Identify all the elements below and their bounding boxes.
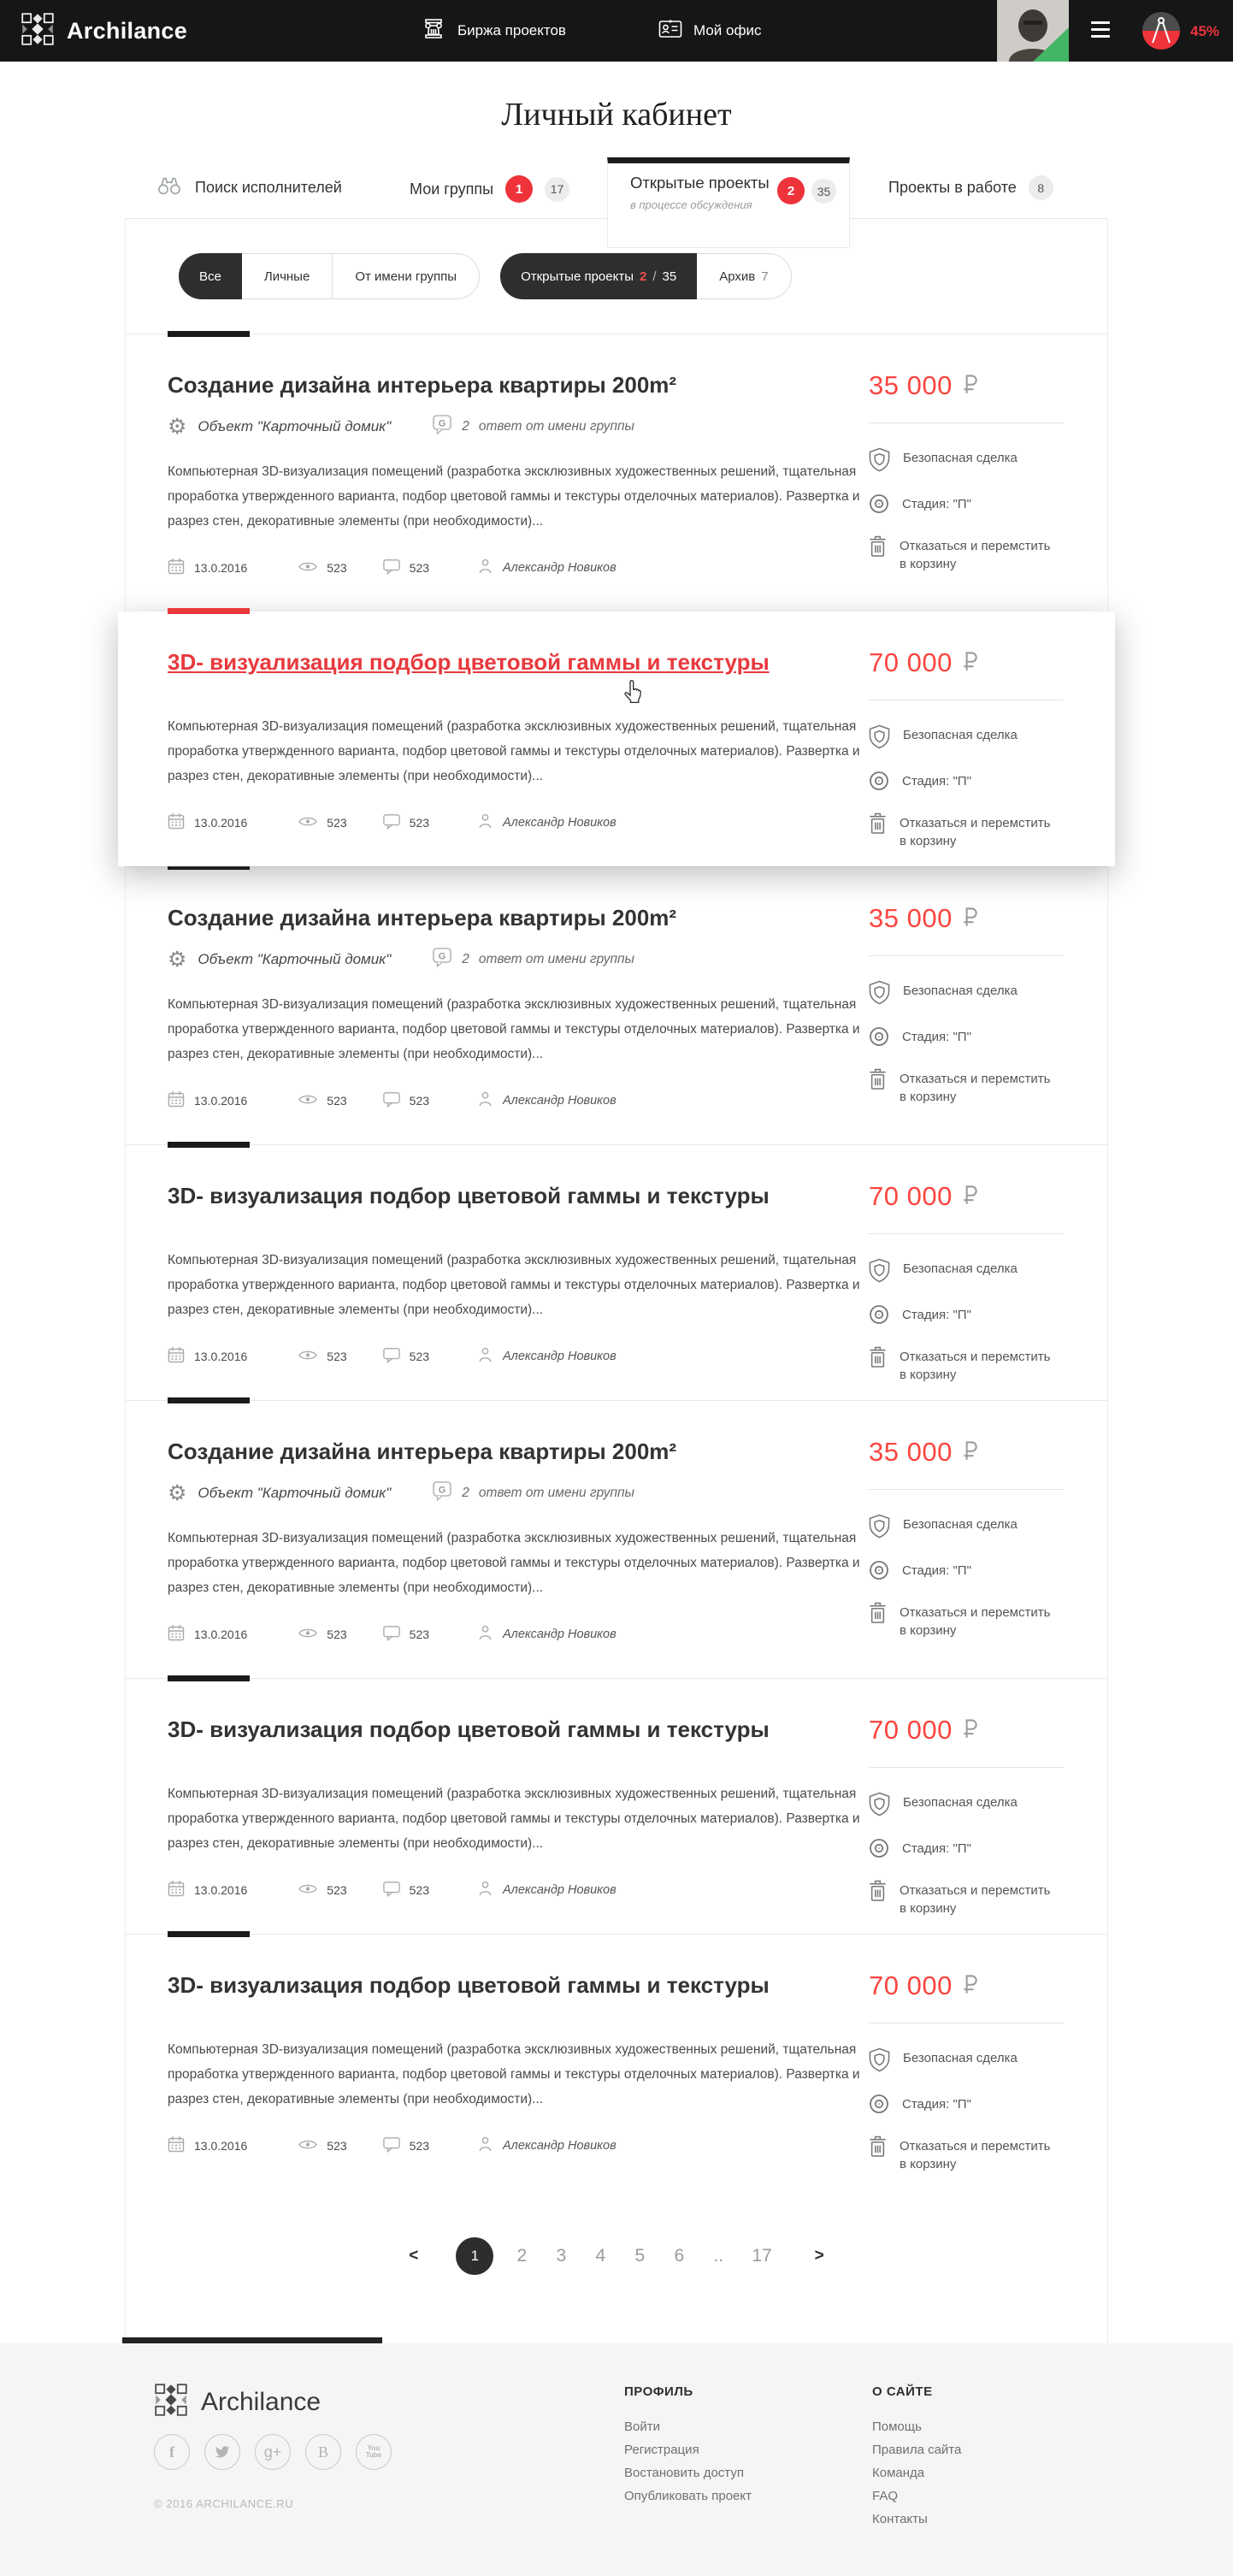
stage-option[interactable] bbox=[869, 2095, 1070, 2119]
trash-icon bbox=[869, 537, 887, 563]
views-count: 523 bbox=[327, 1349, 347, 1363]
project-author[interactable]: Александр Новиков bbox=[503, 1093, 616, 1108]
object-label: Объект "Карточный домик" bbox=[198, 1485, 392, 1501]
side-divider bbox=[869, 955, 1064, 956]
tab-label: Проекты в работе bbox=[888, 179, 1017, 196]
page-button-2[interactable]: 2 bbox=[516, 2246, 528, 2266]
card-top-dash bbox=[168, 608, 250, 614]
option-label: Отказаться и перемстить в корзину bbox=[900, 1883, 1051, 1916]
footer-link[interactable]: Опубликовать проект bbox=[624, 2489, 752, 2503]
side-divider bbox=[869, 1489, 1064, 1490]
group-replies-count: 2 bbox=[462, 952, 469, 966]
comments-count: 523 bbox=[409, 2138, 430, 2153]
project-title[interactable]: 3D- визуализация подбор цветовой гаммы и текстуры bbox=[168, 1972, 770, 1998]
project-card[interactable] bbox=[118, 612, 1115, 866]
card-top-dash bbox=[168, 1675, 250, 1681]
archilance-logo-icon bbox=[154, 2383, 188, 2421]
comments-icon bbox=[383, 1881, 400, 1900]
ownership-filter-group bbox=[179, 253, 480, 299]
object-label: Объект "Карточный домик" bbox=[198, 951, 392, 967]
ruble-icon bbox=[962, 651, 977, 676]
option-label: Стадия: "П" bbox=[902, 1030, 971, 1044]
project-author[interactable]: Александр Новиков bbox=[503, 1882, 616, 1897]
option-label: Отказаться и перемстить в корзину bbox=[900, 2139, 1051, 2171]
views-icon bbox=[298, 1627, 317, 1642]
price-amount: 35 000 bbox=[869, 1437, 953, 1467]
safe-deal-option[interactable] bbox=[869, 1515, 1070, 1544]
safe-deal-option[interactable] bbox=[869, 982, 1070, 1010]
stage-option[interactable] bbox=[869, 1306, 1070, 1330]
views-icon bbox=[298, 1882, 317, 1898]
option-label: Безопасная сделка bbox=[903, 451, 1018, 465]
vk-icon[interactable]: B bbox=[305, 2434, 341, 2470]
project-title[interactable]: 3D- визуализация подбор цветовой гаммы и текстуры bbox=[168, 1716, 770, 1742]
tab-projects-in-work[interactable] bbox=[888, 175, 1053, 200]
option-label: Безопасная сделка bbox=[903, 1517, 1018, 1532]
copyright: © 2016 ARCHILANCE.RU bbox=[154, 2497, 294, 2510]
option-label: Отказаться и перемстить в корзину bbox=[900, 1072, 1051, 1104]
card-side-panel bbox=[869, 903, 1070, 1124]
ruble-icon bbox=[962, 374, 977, 399]
project-author[interactable]: Александр Новиков bbox=[503, 1349, 616, 1363]
side-divider bbox=[869, 2023, 1064, 2024]
person-icon bbox=[477, 1090, 493, 1110]
filter-count: 7 bbox=[761, 269, 769, 284]
comments-icon bbox=[383, 1091, 400, 1110]
svg-text:G: G bbox=[438, 951, 446, 962]
stage-option[interactable] bbox=[869, 1562, 1070, 1586]
total-count-badge: 35 bbox=[811, 179, 836, 204]
views-count: 523 bbox=[327, 560, 347, 575]
option-label: Стадия: "П" bbox=[902, 497, 971, 511]
project-description: Компьютерная 3D-визуализация помещений (разработка эксклюзивных художественных решений, тщательная проработка утвержденного варианта, подбор цветовой гаммы и текстуры отделочных материалов). Развертка и разрез стен, декоративные элементы (при необходимости)... bbox=[168, 2042, 860, 2106]
nav-project-exchange[interactable] bbox=[421, 0, 566, 62]
project-date: 13.0.2016 bbox=[194, 1627, 248, 1641]
brand[interactable] bbox=[21, 0, 187, 62]
project-card-list bbox=[126, 334, 1107, 2189]
group-replies-label: ответ от имени группы bbox=[478, 952, 634, 966]
group-reply-icon bbox=[432, 414, 452, 440]
project-card[interactable] bbox=[126, 1144, 1107, 1400]
footer-column-profile bbox=[624, 2384, 752, 2512]
shield-icon bbox=[869, 1515, 890, 1544]
option-label: Безопасная сделка bbox=[903, 728, 1018, 742]
shield-icon bbox=[869, 449, 890, 477]
project-date: 13.0.2016 bbox=[194, 1882, 248, 1897]
stage-target-icon bbox=[869, 2095, 889, 2119]
footer-link[interactable]: Правила сайта bbox=[872, 2443, 962, 2457]
project-price bbox=[869, 370, 1070, 401]
side-divider bbox=[869, 1767, 1064, 1768]
option-label: Отказаться и перемстить в корзину bbox=[900, 1350, 1051, 1382]
stage-option[interactable] bbox=[869, 495, 1070, 519]
tab-label: Поиск исполнителей bbox=[195, 179, 342, 196]
new-count-badge: 1 bbox=[505, 175, 533, 203]
decline-option[interactable] bbox=[869, 814, 1070, 850]
safe-deal-option[interactable] bbox=[869, 449, 1070, 477]
ruble-icon bbox=[962, 1440, 977, 1465]
card-top-dash bbox=[168, 1142, 250, 1148]
page-button-1[interactable]: 1 bbox=[456, 2237, 493, 2275]
side-divider bbox=[869, 1233, 1064, 1234]
svg-text:G: G bbox=[438, 1485, 446, 1496]
project-card[interactable] bbox=[126, 866, 1107, 1144]
card-top-dash bbox=[168, 1397, 250, 1403]
trash-icon bbox=[869, 1070, 887, 1096]
filter-count-current: 2 bbox=[639, 269, 647, 284]
decline-option[interactable] bbox=[869, 1882, 1070, 1917]
group-replies-label: ответ от имени группы bbox=[478, 419, 634, 434]
tab-my-groups[interactable] bbox=[410, 175, 569, 203]
person-icon bbox=[477, 1624, 493, 1644]
views-count: 523 bbox=[327, 2138, 347, 2153]
group-replies-label: ответ от имени группы bbox=[478, 1486, 634, 1500]
card-top-dash bbox=[168, 1931, 250, 1937]
project-author[interactable]: Александр Новиков bbox=[503, 2138, 616, 2153]
calendar-icon bbox=[168, 1090, 185, 1110]
comments-count: 523 bbox=[409, 1627, 430, 1641]
views-count: 523 bbox=[327, 1627, 347, 1641]
project-title[interactable]: Создание дизайна интерьера квартиры 200m² bbox=[168, 372, 677, 398]
object-label: Объект "Карточный домик" bbox=[198, 418, 392, 434]
column-icon bbox=[421, 17, 446, 44]
project-description: Компьютерная 3D-визуализация помещений (разработка эксклюзивных художественных решений, тщательная проработка утвержденного варианта, подбор цветовой гаммы и текстуры отделочных материалов). Развертка и разрез стен, декоративные элементы (при необходимости)... bbox=[168, 464, 860, 529]
ruble-icon bbox=[962, 1974, 977, 1999]
comments-icon bbox=[383, 558, 400, 577]
project-description: Компьютерная 3D-визуализация помещений (разработка эксклюзивных художественных решений, тщательная проработка утвержденного варианта, подбор цветовой гаммы и текстуры отделочных материалов). Развертка и разрез стен, декоративные элементы (при необходимости)... bbox=[168, 997, 860, 1061]
project-date: 13.0.2016 bbox=[194, 2138, 248, 2153]
comments-count: 523 bbox=[409, 815, 430, 830]
comments-count: 523 bbox=[409, 1349, 430, 1363]
page-button-3[interactable]: 3 bbox=[556, 2246, 567, 2266]
views-count: 523 bbox=[327, 815, 347, 830]
price-amount: 35 000 bbox=[869, 370, 953, 400]
filter-label: Открытые проекты bbox=[521, 269, 634, 284]
project-title[interactable]: 3D- визуализация подбор цветовой гаммы и текстуры bbox=[168, 1183, 770, 1208]
group-reply-icon bbox=[432, 1480, 452, 1506]
calendar-icon bbox=[168, 1346, 185, 1366]
filter-label: Архив bbox=[719, 269, 756, 284]
project-date: 13.0.2016 bbox=[194, 1093, 248, 1108]
trash-icon bbox=[869, 1348, 887, 1374]
group-reply-icon bbox=[432, 947, 452, 972]
group-replies-count: 2 bbox=[462, 419, 469, 434]
card-side-panel bbox=[869, 370, 1070, 591]
project-price bbox=[869, 647, 1070, 678]
page-button-4[interactable]: 4 bbox=[595, 2246, 606, 2266]
tab-label: Мои группы bbox=[410, 180, 494, 198]
project-price bbox=[869, 1181, 1070, 1212]
calendar-icon bbox=[168, 558, 185, 577]
project-card[interactable] bbox=[126, 1400, 1107, 1678]
option-label: Стадия: "П" bbox=[902, 2097, 971, 2112]
twitter-icon[interactable] bbox=[204, 2434, 240, 2470]
project-card[interactable] bbox=[126, 334, 1107, 612]
project-title[interactable]: 3D- визуализация подбор цветовой гаммы и текстуры bbox=[168, 649, 770, 675]
top-header bbox=[0, 0, 1233, 62]
views-count: 523 bbox=[327, 1093, 347, 1108]
page-numbers bbox=[456, 2237, 776, 2275]
google-plus-icon[interactable]: g+ bbox=[255, 2434, 291, 2470]
project-description: Компьютерная 3D-визуализация помещений (разработка эксклюзивных художественных решений, тщательная проработка утвержденного варианта, подбор цветовой гаммы и текстуры отделочных материалов). Развертка и разрез стен, декоративные элементы (при необходимости)... bbox=[168, 719, 860, 783]
calendar-icon bbox=[168, 1624, 185, 1644]
card-side-panel bbox=[869, 1970, 1070, 2191]
comments-icon bbox=[383, 1347, 400, 1366]
project-price bbox=[869, 903, 1070, 934]
views-count: 523 bbox=[327, 1882, 347, 1897]
stage-option[interactable] bbox=[869, 1840, 1070, 1864]
project-price bbox=[869, 1970, 1070, 2001]
decline-option[interactable] bbox=[869, 537, 1070, 573]
menu-icon[interactable] bbox=[1091, 21, 1110, 42]
shield-icon bbox=[869, 726, 890, 754]
facebook-icon[interactable]: f bbox=[154, 2434, 190, 2470]
comments-count: 523 bbox=[409, 560, 430, 575]
project-card[interactable] bbox=[126, 1678, 1107, 1934]
filter-archive[interactable] bbox=[697, 254, 790, 298]
card-top-dash bbox=[168, 331, 250, 337]
stage-target-icon bbox=[869, 1562, 889, 1586]
brand-name: Archilance bbox=[67, 17, 188, 44]
filter-count-divider: / bbox=[652, 269, 657, 284]
option-label: Отказаться и перемстить в корзину bbox=[900, 539, 1051, 571]
views-icon bbox=[298, 560, 317, 576]
user-avatar[interactable] bbox=[997, 0, 1069, 62]
option-label: Стадия: "П" bbox=[902, 1841, 971, 1856]
gear-icon: ⚙ bbox=[168, 948, 187, 972]
card-side-panel bbox=[869, 647, 1070, 868]
shield-icon bbox=[869, 982, 890, 1010]
stage-target-icon bbox=[869, 772, 889, 796]
profile-progress-badge[interactable] bbox=[1142, 12, 1180, 50]
prev-page-button[interactable]: < bbox=[409, 2247, 419, 2265]
card-side-panel bbox=[869, 1437, 1070, 1657]
total-count-badge: 17 bbox=[545, 177, 569, 202]
decline-option[interactable] bbox=[869, 2137, 1070, 2173]
trash-icon bbox=[869, 1604, 887, 1629]
filter-on-behalf-of-group[interactable]: От имени группы bbox=[355, 269, 457, 284]
project-author[interactable]: Александр Новиков bbox=[503, 815, 616, 830]
footer-link[interactable]: Команда bbox=[872, 2466, 925, 2480]
person-icon bbox=[477, 2136, 493, 2155]
binoculars-icon bbox=[157, 175, 181, 200]
option-label: Отказаться и перемстить в корзину bbox=[900, 816, 1051, 848]
comments-icon bbox=[383, 1625, 400, 1644]
price-amount: 70 000 bbox=[869, 1970, 953, 2000]
project-price bbox=[869, 1715, 1070, 1746]
footer bbox=[0, 2343, 1233, 2576]
tab-open-projects[interactable] bbox=[607, 157, 850, 248]
archilance-logo-icon bbox=[21, 12, 55, 50]
price-amount: 70 000 bbox=[869, 647, 953, 677]
views-icon bbox=[298, 815, 317, 830]
safe-deal-option[interactable] bbox=[869, 1793, 1070, 1822]
nav-label: Мой офис bbox=[693, 22, 762, 38]
person-icon bbox=[477, 1880, 493, 1900]
project-description: Компьютерная 3D-визуализация помещений (разработка эксклюзивных художественных решений, тщательная проработка утвержденного варианта, подбор цветовой гаммы и текстуры отделочных материалов). Развертка и разрез стен, декоративные элементы (при необходимости)... bbox=[168, 1531, 860, 1595]
person-icon bbox=[477, 1346, 493, 1366]
trash-icon bbox=[869, 1882, 887, 1907]
comments-icon bbox=[383, 813, 400, 832]
price-amount: 35 000 bbox=[869, 903, 953, 933]
side-divider bbox=[869, 422, 1064, 423]
footer-column-heading: ПРОФИЛЬ bbox=[624, 2384, 693, 2399]
page-button-6[interactable]: 6 bbox=[674, 2246, 685, 2266]
project-author[interactable]: Александр Новиков bbox=[503, 1627, 616, 1641]
trash-icon bbox=[869, 2137, 887, 2163]
option-label: Безопасная сделка bbox=[903, 2051, 1018, 2065]
svg-text:G: G bbox=[438, 418, 446, 429]
project-description: Компьютерная 3D-визуализация помещений (разработка эксклюзивных художественных решений, тщательная проработка утвержденного варианта, подбор цветовой гаммы и текстуры отделочных материалов). Развертка и разрез стен, декоративные элементы (при необходимости)... bbox=[168, 1787, 860, 1851]
card-side-panel bbox=[869, 1181, 1070, 1402]
project-author[interactable]: Александр Новиков bbox=[503, 560, 616, 575]
stage-target-icon bbox=[869, 1028, 889, 1052]
trash-icon bbox=[869, 814, 887, 840]
stage-target-icon bbox=[869, 1306, 889, 1330]
calendar-icon bbox=[168, 812, 185, 832]
project-description: Компьютерная 3D-визуализация помещений (разработка эксклюзивных художественных решений, тщательная проработка утвержденного варианта, подбор цветовой гаммы и текстуры отделочных материалов). Развертка и разрез стен, декоративные элементы (при необходимости)... bbox=[168, 1253, 860, 1317]
footer-link[interactable]: Востановить доступ bbox=[624, 2466, 744, 2480]
nav-label: Биржа проектов bbox=[457, 22, 566, 38]
option-label: Отказаться и перемстить в корзину bbox=[900, 1605, 1051, 1638]
decline-option[interactable] bbox=[869, 1604, 1070, 1640]
option-label: Безопасная сделка bbox=[903, 1795, 1018, 1810]
price-amount: 70 000 bbox=[869, 1715, 953, 1745]
footer-link[interactable]: FAQ bbox=[872, 2489, 899, 2503]
safe-deal-option[interactable] bbox=[869, 726, 1070, 754]
comments-count: 523 bbox=[409, 1093, 430, 1108]
person-icon bbox=[477, 558, 493, 577]
footer-link[interactable]: Помощь bbox=[872, 2419, 922, 2434]
stage-target-icon bbox=[869, 495, 889, 519]
page-button-..[interactable]: .. bbox=[713, 2246, 724, 2266]
project-title[interactable]: Создание дизайна интерьера квартиры 200m² bbox=[168, 905, 677, 931]
card-side-panel bbox=[869, 1715, 1070, 1935]
footer-brand[interactable] bbox=[154, 2383, 321, 2421]
footer-link[interactable]: Войти bbox=[624, 2419, 660, 2434]
footer-link[interactable]: Контакты bbox=[872, 2512, 928, 2526]
footer-column-heading: О САЙТЕ bbox=[872, 2384, 933, 2399]
project-date: 13.0.2016 bbox=[194, 815, 248, 830]
tab-subtitle: в процессе обсуждения bbox=[630, 198, 752, 211]
group-replies-count: 2 bbox=[462, 1486, 469, 1500]
social-links bbox=[154, 2434, 392, 2470]
calendar-icon bbox=[168, 2136, 185, 2155]
page-button-17[interactable]: 17 bbox=[752, 2246, 772, 2266]
total-count-badge: 8 bbox=[1029, 175, 1053, 200]
comments-count: 523 bbox=[409, 1882, 430, 1897]
option-label: Безопасная сделка bbox=[903, 1261, 1018, 1276]
stage-option[interactable] bbox=[869, 1028, 1070, 1052]
option-label: Безопасная сделка bbox=[903, 984, 1018, 998]
tab-search-performers[interactable] bbox=[157, 175, 342, 200]
id-card-icon bbox=[658, 18, 682, 44]
views-icon bbox=[298, 1349, 317, 1364]
ruble-icon bbox=[962, 907, 977, 931]
footer-column-about bbox=[872, 2384, 961, 2535]
stage-option[interactable] bbox=[869, 772, 1070, 796]
footer-brand-name: Archilance bbox=[201, 2387, 322, 2416]
cursor-pointer-icon bbox=[622, 680, 643, 708]
price-amount: 70 000 bbox=[869, 1181, 953, 1211]
content-end-bar bbox=[122, 2337, 382, 2343]
person-icon bbox=[477, 812, 493, 832]
decline-option[interactable] bbox=[869, 1348, 1070, 1384]
main-content bbox=[125, 219, 1108, 2343]
project-date: 13.0.2016 bbox=[194, 1349, 248, 1363]
shield-icon bbox=[869, 1260, 890, 1288]
footer-link[interactable]: Регистрация bbox=[624, 2443, 699, 2457]
project-price bbox=[869, 1437, 1070, 1468]
views-icon bbox=[298, 2138, 317, 2154]
option-label: Стадия: "П" bbox=[902, 774, 971, 789]
safe-deal-option[interactable] bbox=[869, 2049, 1070, 2077]
new-count-badge: 2 bbox=[777, 177, 805, 204]
page-button-5[interactable]: 5 bbox=[634, 2246, 646, 2266]
tab-bar bbox=[125, 159, 1108, 219]
tab-label: Открытые проекты bbox=[630, 174, 770, 192]
ruble-icon bbox=[962, 1718, 977, 1743]
views-icon bbox=[298, 1093, 317, 1108]
next-page-button[interactable]: > bbox=[814, 2247, 824, 2265]
filter-all[interactable]: Все bbox=[179, 253, 242, 299]
gear-icon: ⚙ bbox=[168, 1481, 187, 1505]
calendar-icon bbox=[168, 1880, 185, 1900]
page-title: Личный кабинет bbox=[501, 97, 732, 133]
safe-deal-option[interactable] bbox=[869, 1260, 1070, 1288]
pagination bbox=[126, 2189, 1107, 2343]
comments-icon bbox=[383, 2136, 400, 2155]
ruble-icon bbox=[962, 1185, 977, 1209]
status-filter-group bbox=[500, 253, 792, 299]
option-label: Стадия: "П" bbox=[902, 1563, 971, 1578]
decline-option[interactable] bbox=[869, 1070, 1070, 1106]
project-date: 13.0.2016 bbox=[194, 560, 248, 575]
gear-icon: ⚙ bbox=[168, 415, 187, 439]
shield-icon bbox=[869, 1793, 890, 1822]
nav-my-office[interactable] bbox=[658, 0, 761, 62]
shield-icon bbox=[869, 2049, 890, 2077]
filter-personal[interactable]: Личные bbox=[242, 254, 333, 298]
filter-open-projects[interactable] bbox=[500, 253, 697, 299]
progress-percent: 45% bbox=[1190, 23, 1220, 39]
filter-count-total: 35 bbox=[662, 269, 677, 284]
youtube-icon[interactable]: You Tube bbox=[356, 2434, 392, 2470]
option-label: Стадия: "П" bbox=[902, 1308, 971, 1322]
project-title[interactable]: Создание дизайна интерьера квартиры 200m² bbox=[168, 1439, 677, 1464]
stage-target-icon bbox=[869, 1840, 889, 1864]
project-card[interactable] bbox=[126, 1934, 1107, 2189]
